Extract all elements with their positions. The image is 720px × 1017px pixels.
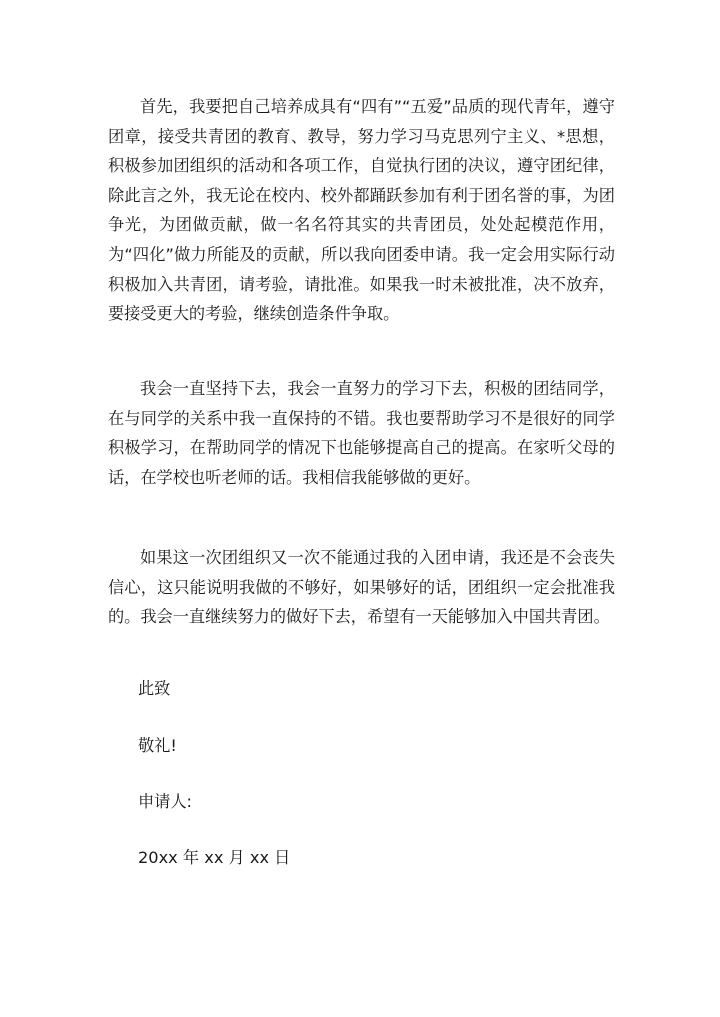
application-date: 20xx 年 xx 月 xx 日 xyxy=(138,848,291,867)
body-paragraph-2: 我会一直坚持下去，我会一直努力的学习下去，积极的团结同学，在与同学的关系中我一直保持的不错。我也要帮助学习不是很好的同学积极学习，在帮助同学的情况下也能够提高自己的提高。在家听父母的话，在学校也听老师的话。我相信我能够做的更好。 xyxy=(108,379,615,487)
closing-salutation: 此致 xyxy=(138,679,171,698)
applicant-signature-label: 申请人: xyxy=(138,792,193,811)
body-paragraph-3: 如果这一次团组织又一次不能通过我的入团申请，我还是不会丧失信心，这只能说明我做的不够好，如果够好的话，团组织一定会批准我的。我会一直继续努力的做好下去，希望有一天能够加入中国共青团。 xyxy=(108,548,615,627)
body-paragraph-1: 首先，我要把自己培养成具有“四有”“五爱”品质的现代青年，遵守团章，接受共青团的教育、教导，努力学习马克思列宁主义、*思想，积极参加团组织的活动和各项工作，自觉执行团的决议，遵守团纪律，除此言之外，我无论在校内、校外都踊跃参加有利于团名誉的事，为团争光，为团做贡献，做一名名符其实的共青团员，处处起模范作用，为“四化”做力所能及的贡献，所以我向团委申请。我一定会用实际行动积极加入共青团，请考验，请批准。如果我一时未被批准，决不放弃，要接受更大的考验，继续创造条件争取。 xyxy=(108,97,615,324)
closing-regards: 敬礼! xyxy=(138,736,177,755)
